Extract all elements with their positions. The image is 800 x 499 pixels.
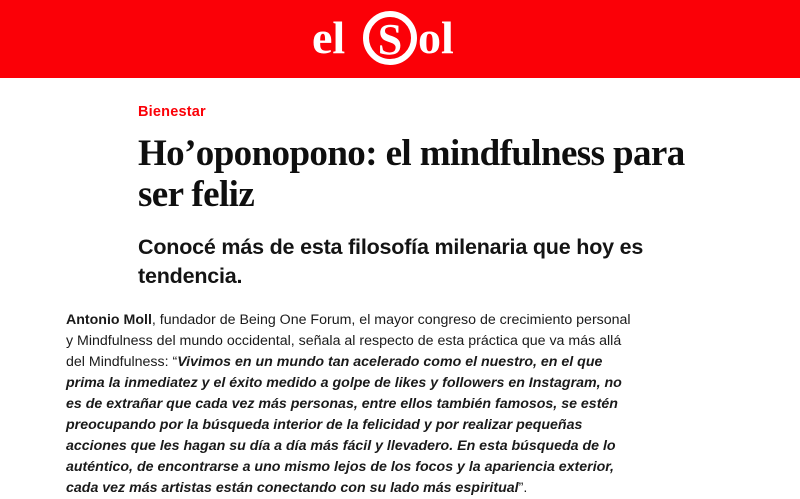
elsol-logo[interactable]: [312, 9, 488, 69]
article-byline: Antonio Moll: [66, 312, 152, 329]
svg-text:ol: ol: [418, 12, 454, 63]
article-body: [66, 310, 632, 499]
article-quote: Vivimos en un mundo tan acelerado como el nuestro, en el que prima la inmediatez y el éxito medido a golpe de likes y followers en Instagram, no es de extrañar que cada vez más personas, entre ellos también famosos, se estén preocupando por la búsqueda interior de la felicidad y por realizar pequeñas acciones que les hagan su día a día más fácil y llevadero. En esta búsqueda de lo auténtico, de encontrarse a uno mismo lejos de los focos y la apariencia exterior, cada vez más artistas están conectando con su lado más espiritual: [66, 354, 622, 497]
article-lead: , fundador de Being One Forum, el mayor congreso de crecimiento personal y Mindfulness del mundo occidental, señala al respecto de esta práctica que va más allá del Mindfulness: “: [66, 312, 631, 371]
article-subhead: Conocé más de esta filosofía milenaria que hoy es tendencia.: [138, 235, 644, 288]
svg-text:S: S: [377, 15, 403, 64]
article-kicker[interactable]: Bienestar: [138, 104, 206, 120]
svg-text:el: el: [312, 12, 346, 63]
masthead: [0, 0, 800, 78]
article-closing: ”.: [518, 480, 528, 497]
article: [0, 78, 800, 499]
page-title: Ho’oponopono: el mindfulness para ser feliz: [138, 133, 685, 215]
